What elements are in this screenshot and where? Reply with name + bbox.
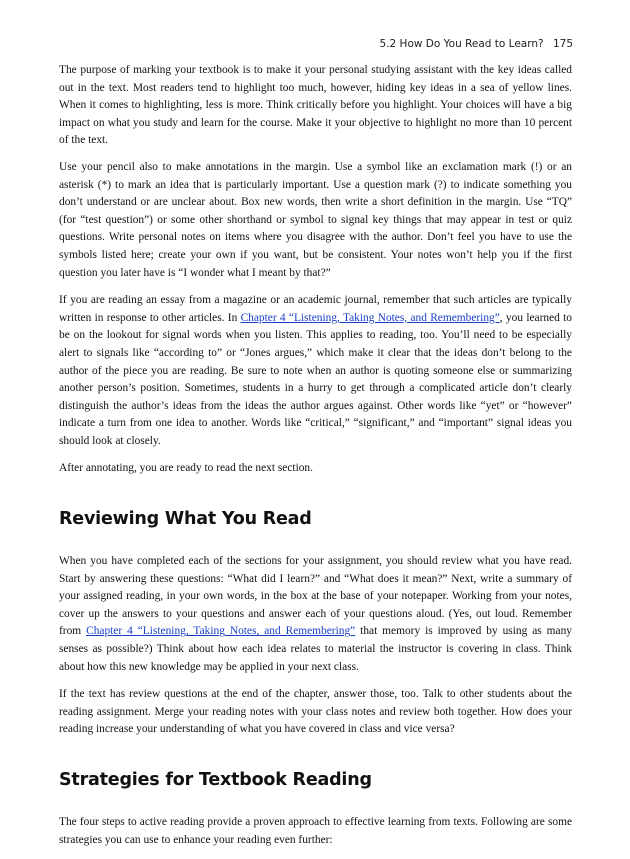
paragraph-signal-words [59, 292, 572, 450]
running-header [380, 38, 573, 50]
page-number: 175 [552, 38, 573, 50]
chapter-4-link-2[interactable]: Chapter 4 “Listening, Taking Notes, and Remembering” [86, 625, 356, 638]
heading-strategies: Strategies for Textbook Reading [59, 770, 372, 790]
paragraph-review-questions: If the text has review questions at the end of the chapter, answer those, too. Talk to other students about the reading assignment. Merge your reading notes with your class notes and review both together. How does your reading increase your understanding of what you have covered in class and vice versa? [59, 688, 572, 736]
paragraph-text: that memory is improved by using as many senses as possible?) Think about how each idea relates to material the instructor is covering in class. Think about how this new knowledge may be applied in your next class. [59, 625, 572, 673]
page-content [59, 62, 572, 859]
header-section-title: 5.2 How Do You Read to Learn? [379, 38, 544, 50]
paragraph-strategies: The four steps to active reading provide a proven approach to effective learning from texts. Following are some strategies you can use to enhance your reading even further: [59, 816, 572, 846]
chapter-4-link[interactable]: Chapter 4 “Listening, Taking Notes, and Remembering” [240, 311, 500, 324]
paragraph-highlighting: The purpose of marking your textbook is to make it your personal studying assistant with the key ideas called out in the text. Most readers tend to highlight too much, however, hiding key ideas in a sea of yellow lines. When it comes to highlighting, less is more. Think critically before you highlight. Your choices will have a big impact on what you study and learn for the course. Make it your objective to highlight no more than 10 percent of the text. [59, 64, 572, 147]
paragraph-annotations: Use your pencil also to make annotations in the margin. Use a symbol like an exclamation mark (!) or an asterisk (*) to mark an idea that is particularly important. Use a question mark (?) to indicate something you don’t understand or are unclear about. Box new words, then write a short definition in the margin. Use “TQ” (for “test question”) or some other shorthand or symbol to signal key things that may appear in test or quiz questions. Write personal notes on items where you disagree with the author. Don’t feel you have to use the symbols listed here; create your own if you want, but be consistent. Your notes won’t help you if the first question you later have is “I wonder what I meant by that?” [59, 160, 572, 279]
paragraph-review [59, 553, 572, 676]
paragraph-after-annotating: After annotating, you are ready to read the next section. [59, 462, 313, 475]
paragraph-text: When you have completed each of the sections for your assignment, you should review what you have read. Start by answering these questions: “What did I learn?” and “What does it mean?” Next, write a summary of your assigned reading, in your own words, in the box at the base of your notepaper. Working from your notes, cover up the answers to your questions and answer each of your questions aloud. (Yes, out loud. Remember from [59, 555, 572, 638]
heading-reviewing: Reviewing What You Read [59, 509, 312, 530]
paragraph-text: If you are reading an essay from a magazine or an academic journal, remember that such articles are typically written in response to other articles. In [59, 294, 572, 324]
paragraph-text: , you learned to be on the lookout for signal words when you listen. This applies to reading, too. You’ll need to be especially alert to signals like “according to” or “Jones argues,” which make it clear that the ideas don’t belong to the author of the piece you are reading. Be sure to note when an author is quoting someone else or summarizing another person’s position. Sometimes, students in a hurry to get through a complicated article don’t clearly distinguish the author’s ideas from the ideas the author argues against. Other words like “yet” or “however” indicate a turn from one idea to another. Words like “critical,” “significant,” and “important” signal ideas you should look at closely. [59, 311, 572, 447]
